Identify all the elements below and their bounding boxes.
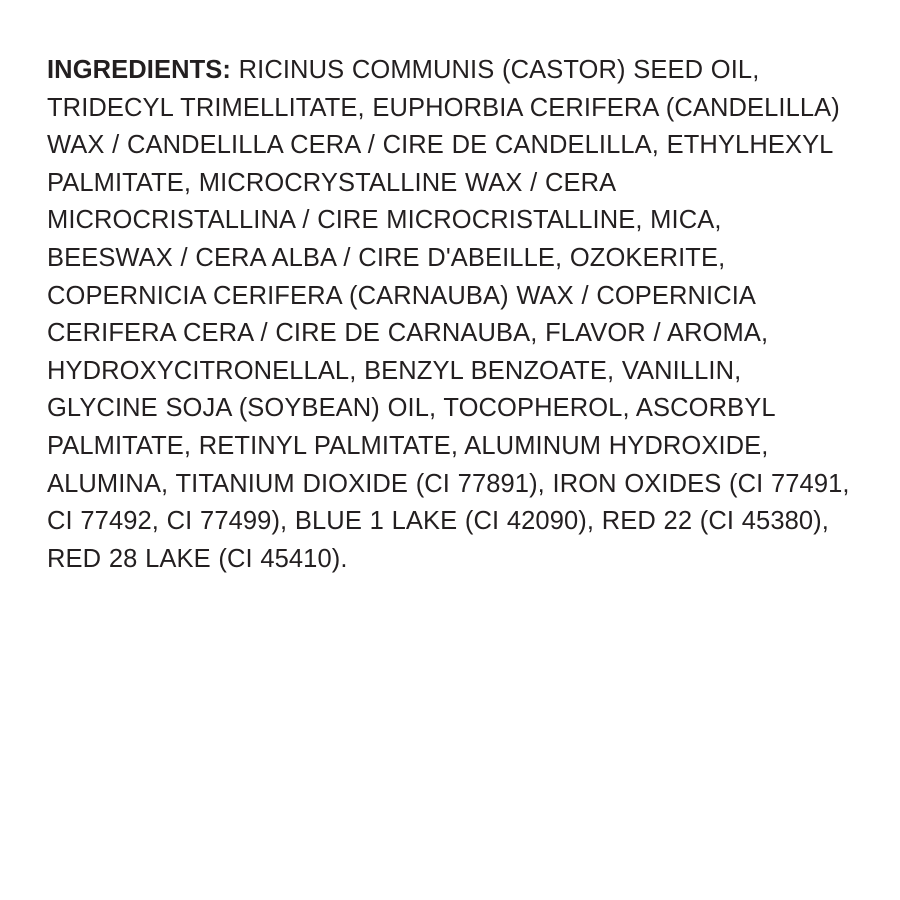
ingredients-label: INGREDIENTS: bbox=[47, 56, 231, 84]
ingredients-list: RICINUS COMMUNIS (CASTOR) SEED OIL, TRIDECYL TRIMELLITATE, EUPHORBIA CERIFERA (CANDELILLA) WAX / CANDELILLA CERA / CIRE DE CANDELILLA, ETHYLHEXYL PALMITATE, MICROCRYSTALLINE WAX / CERA MICROCRISTALLINA / CIRE MICROCRISTALLINE, MICA, BEESWAX / CERA ALBA / CIRE D'ABEILLE, OZOKERITE, COPERNICIA CERIFERA (CARNAUBA) WAX / COPERNICIA CERIFERA CERA / CIRE DE CARNAUBA, FLAVOR / AROMA, HYDROXYCITRONELLAL, BENZYL BENZOATE, VANILLIN, GLYCINE SOJA (SOYBEAN) OIL, TOCOPHEROL, ASCORBYL PALMITATE, RETINYL PALMITATE, ALUMINUM HYDROXIDE, ALUMINA, TITANIUM DIOXIDE (CI 77891), IRON OXIDES (CI 77491, CI 77492, CI 77499), BLUE 1 LAKE (CI 42090), RED 22 (CI 45380), RED 28 LAKE (CI 45410). bbox=[47, 56, 850, 573]
ingredients-paragraph bbox=[47, 52, 853, 578]
ingredients-block bbox=[47, 52, 853, 578]
